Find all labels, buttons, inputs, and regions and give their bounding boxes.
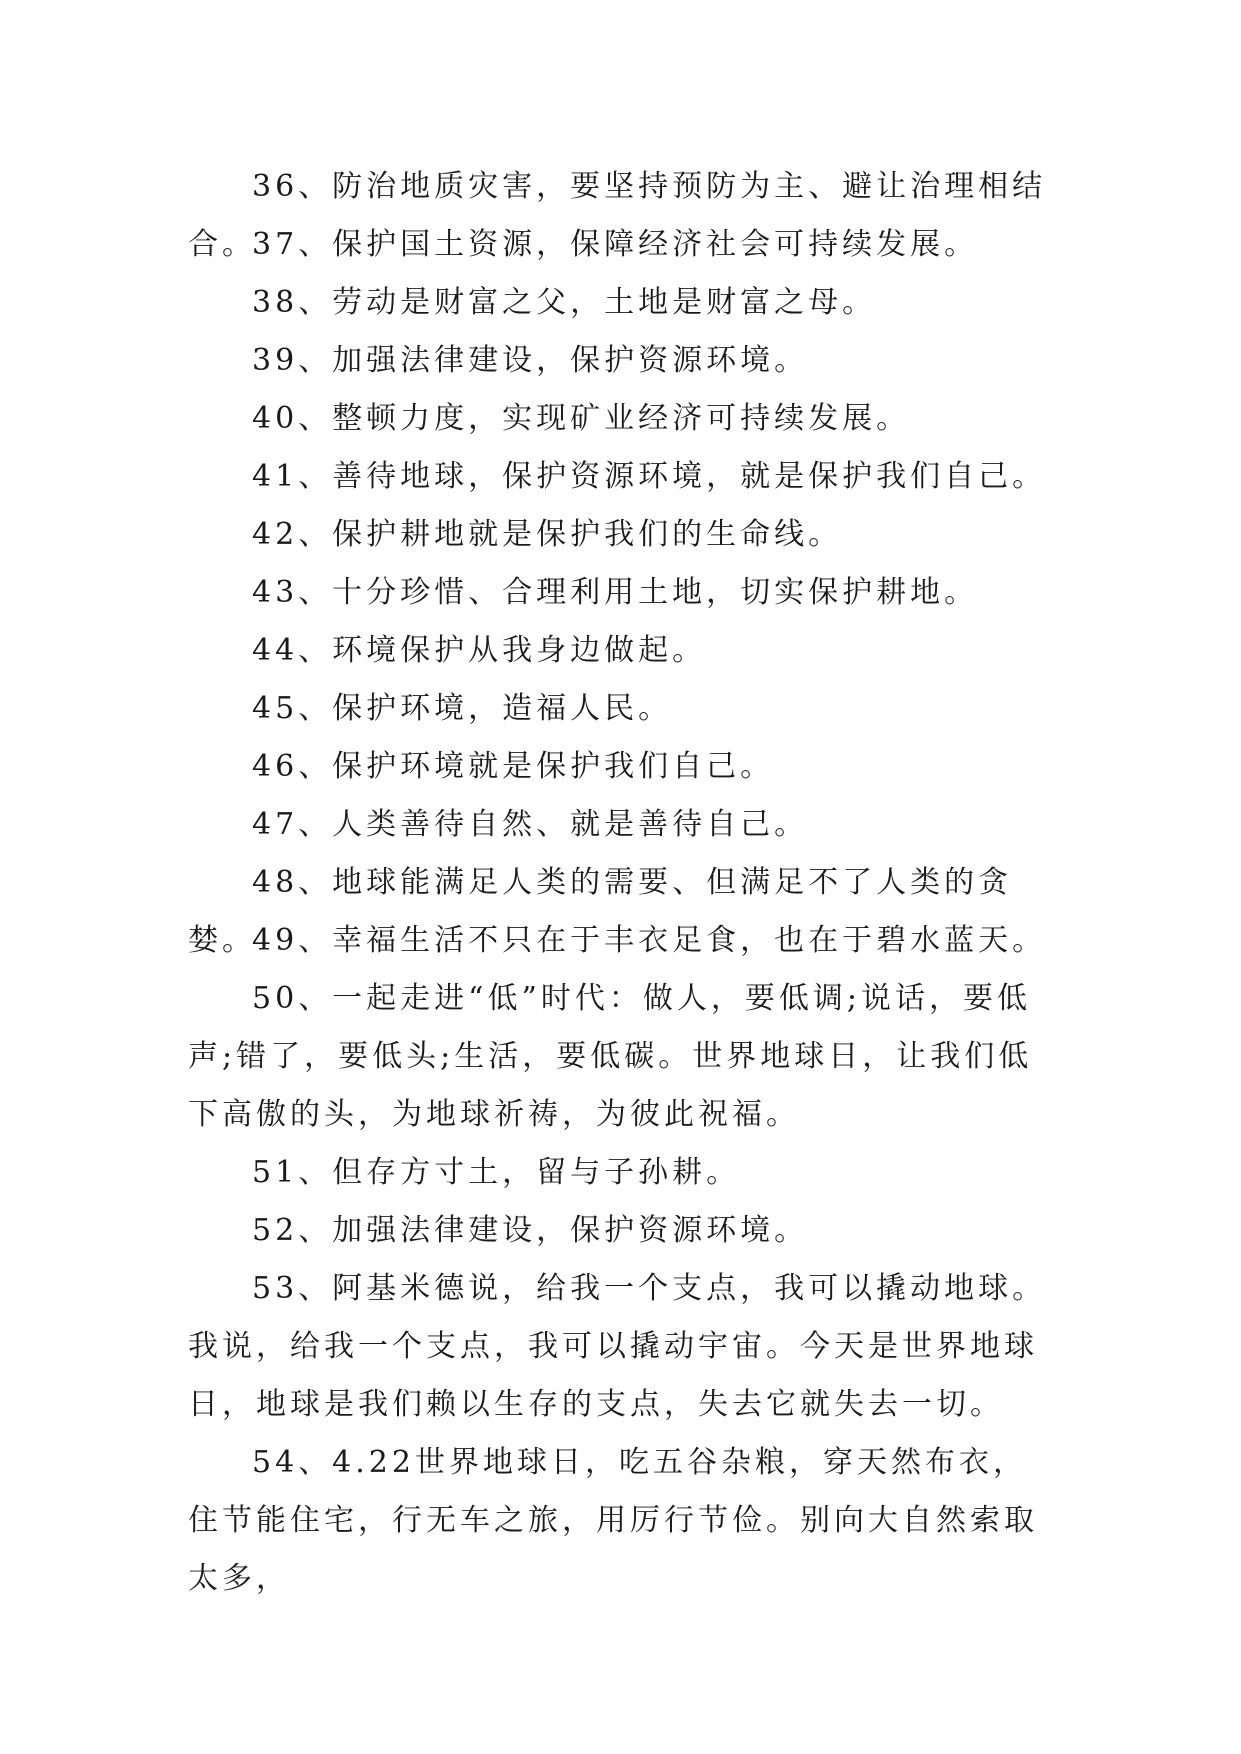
- paragraph-39: 39、加强法律建设，保护资源环境。: [252, 343, 809, 378]
- paragraph-48: 48、地球能满足人类的需要、但满足不了人类的贪婪。: [188, 865, 1013, 958]
- paragraph-47: 47、人类善待自然、就是善待自己。: [252, 807, 809, 842]
- paragraph-53: 53、阿基米德说，给我一个支点，我可以撬动地球。我说，给我一个支点，我可以撬动宇宙。今天是世界地球日，地球是我们赖以生存的支点，失去它就失去一切。: [188, 1271, 1047, 1422]
- paragraph-41: 41、善待地球，保护资源环境，就是保护我们自己。: [252, 459, 1047, 494]
- paragraph-38: 38、劳动是财富之父，土地是财富之母。: [252, 285, 877, 320]
- paragraph-37: 37、保护国土资源，保障经济社会可持续发展。: [252, 227, 979, 262]
- paragraph-46: 46、保护环境就是保护我们自己。: [252, 749, 775, 784]
- paragraph-54: 54、4.22世界地球日，吃五谷杂粮，穿天然布衣，住节能住宅，行无车之旅，用厉行节俭。别向大自然索取太多，: [188, 1445, 1038, 1596]
- paragraph-40: 40、整顿力度，实现矿业经济可持续发展。: [252, 401, 911, 436]
- paragraph-42: 42、保护耕地就是保护我们的生命线。: [252, 517, 843, 552]
- paragraph-49: 49、幸福生活不只在于丰衣足食，也在于碧水蓝天。: [252, 923, 1047, 958]
- paragraph-44: 44、环境保护从我身边做起。: [252, 633, 707, 668]
- paragraph-52: 52、加强法律建设，保护资源环境。: [252, 1213, 809, 1248]
- paragraph-50: 50、一起走进“低”时代：做人，要低调;说话，要低声;错了，要低头;生活，要低碳。世界地球日，让我们低下高傲的头，为地球祈祷，为彼此祝福。: [188, 981, 1033, 1132]
- paragraph-45: 45、保护环境，造福人民。: [252, 691, 673, 726]
- paragraph-51: 51、但存方寸土，留与子孙耕。: [252, 1155, 741, 1190]
- paragraph-36: 36、防治地质灾害，要坚持预防为主、避让治理相结合。: [188, 169, 1047, 262]
- paragraph-43: 43、十分珍惜、合理利用土地，切实保护耕地。: [252, 575, 979, 610]
